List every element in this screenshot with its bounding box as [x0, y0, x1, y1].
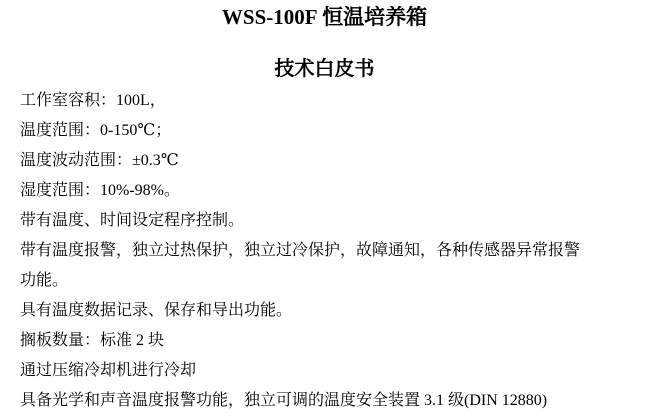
spec-line: 湿度范围：10%-98%。: [20, 182, 180, 199]
spec-line: 功能。: [20, 272, 69, 289]
spec-line: 搁板数量：标准 2 块: [20, 332, 165, 349]
spec-line: 具备光学和声音温度报警功能，独立可调的温度安全装置 3.1 级(DIN 12880): [20, 392, 548, 409]
spec-list: [0, 86, 649, 416]
spec-line: 具有温度数据记录、保存和导出功能。: [20, 302, 293, 319]
document-subtitle: 技术白皮书: [274, 58, 375, 80]
spec-line: 温度范围：0-150℃；: [20, 122, 172, 139]
spec-line: 通过压缩冷却机进行冷却: [20, 362, 197, 379]
spec-line: 带有温度、时间设定程序控制。: [20, 212, 245, 229]
document-title: WSS-100F 恒温培养箱: [221, 5, 428, 29]
spec-line: 工作室容积：100L，: [20, 92, 166, 109]
spec-line: 温度波动范围：±0.3℃: [20, 152, 179, 169]
spec-line: 带有温度报警，独立过热保护，独立过冷保护，故障通知，各种传感器异常报警: [20, 242, 581, 259]
